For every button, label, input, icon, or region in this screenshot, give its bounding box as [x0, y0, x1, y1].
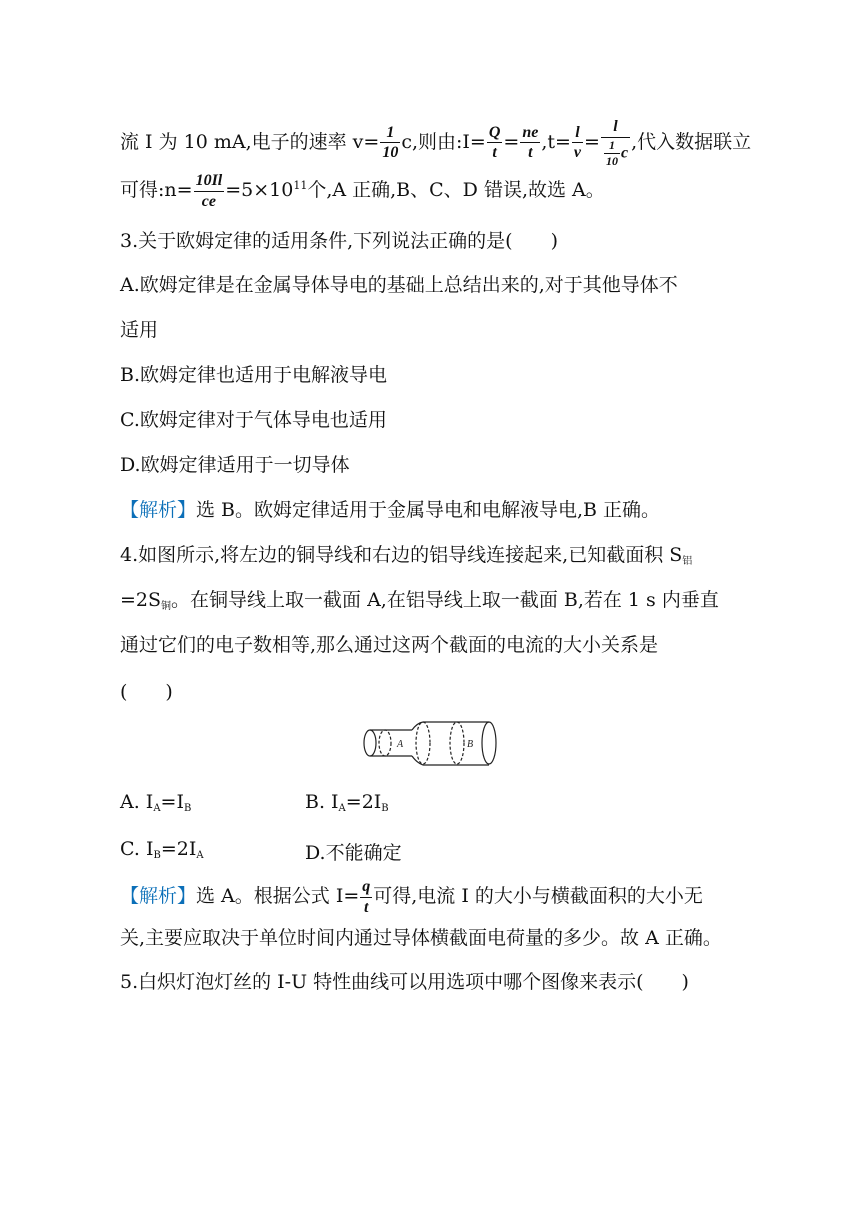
q3-option-a-line1: A.欧姆定律是在金属导体导电的基础上总结出来的,对于其他导体不	[120, 274, 678, 296]
text: C. I	[120, 838, 154, 860]
numerator: 10Il	[194, 172, 225, 192]
subscript: A	[338, 803, 346, 814]
text: =2I	[345, 791, 382, 813]
q4-stem-line3: 通过它们的电子数相等,那么通过这两个截面的电流的大小关系是	[120, 634, 659, 656]
q3-option-a-line2: 适用	[120, 319, 159, 341]
fraction-10Il-over-ce	[194, 172, 225, 210]
subscript: B	[153, 850, 161, 861]
q4-analysis-line2: 关,主要应取决于单位时间内通过导体横截面电荷量的多少。故 A 正确。	[120, 927, 722, 949]
text: 选 A。根据公式 I=	[196, 885, 360, 908]
numerator: l	[572, 124, 583, 144]
denominator: t	[528, 144, 533, 162]
q4-stem-line2	[120, 591, 719, 612]
fraction-l-over-v	[572, 124, 583, 162]
subscript: 铜	[161, 601, 172, 612]
variable-c: c	[620, 143, 629, 161]
q4-stem-line4: ( )	[120, 681, 173, 703]
numerator: q	[360, 878, 372, 898]
subscript: B	[183, 803, 192, 814]
section-b	[450, 722, 464, 764]
text: =5×10	[225, 179, 294, 202]
numerator: 1	[380, 124, 400, 144]
label-a: A	[397, 739, 404, 750]
exponent: 11	[293, 178, 308, 192]
analysis-tag: 【解析】	[120, 885, 197, 908]
q4-option-c	[120, 838, 204, 861]
fraction-q-over-t	[487, 124, 503, 162]
solution-line-2	[120, 172, 605, 210]
q3-option-d: D.欧姆定律适用于一切导体	[120, 454, 350, 476]
denominator: 10	[382, 144, 399, 162]
numerator: Q	[487, 124, 503, 144]
text: 流 I 为 10 mA,电子的速率 v=	[120, 130, 380, 153]
analysis-text: 选 B。欧姆定律适用于金属导电和电解液导电,B 正确。	[196, 499, 661, 521]
q4-stem-line1	[120, 546, 692, 567]
q4-option-a	[120, 791, 191, 814]
denominator: ce	[201, 192, 216, 210]
fraction-l-over-c10	[601, 118, 630, 168]
q4-option-d: D.不能确定	[305, 842, 402, 864]
section-a	[379, 730, 391, 756]
q3-option-c: C.欧姆定律对于气体导电也适用	[120, 409, 387, 431]
denominator: 10	[605, 153, 618, 168]
text: c,则由:I=	[401, 130, 486, 153]
text: =I	[160, 791, 184, 813]
text: B. I	[305, 791, 339, 813]
text: 。在铜导线上取一截面 A,在铝导线上取一截面 B,若在 1 s 内垂直	[171, 589, 719, 611]
nested-fraction	[604, 139, 620, 168]
text: ,代入数据联立	[631, 130, 752, 153]
numerator: 1	[604, 139, 620, 154]
text: 4.如图所示,将左边的铜导线和右边的铝导线连接起来,已知截面积 S	[120, 544, 683, 566]
denominator: v	[573, 144, 582, 162]
numerator: ne	[520, 124, 540, 144]
denominator	[601, 138, 630, 168]
q5-stem: 5.白炽灯泡灯丝的 I-U 特性曲线可以用选项中哪个图像来表示( )	[120, 971, 689, 993]
numerator: l	[601, 118, 630, 138]
text: A. I	[120, 791, 154, 813]
text: 可得,电流 I 的大小与横截面积的大小无	[373, 885, 703, 908]
label-b: B	[467, 739, 474, 750]
denominator: t	[492, 144, 497, 162]
fraction-q-over-t	[360, 878, 372, 916]
text: =2I	[160, 838, 197, 860]
equals: =	[584, 130, 600, 153]
q3-analysis	[120, 501, 660, 520]
subscript: B	[381, 803, 389, 814]
wire-diagram	[357, 719, 503, 769]
text: 个,A 正确,B、C、D 错误,故选 A。	[307, 179, 605, 202]
subscript: 铝	[682, 556, 693, 567]
analysis-tag: 【解析】	[120, 499, 197, 521]
fraction-ne-over-t	[520, 124, 540, 162]
text: =2S	[120, 589, 162, 611]
subscript: A	[153, 803, 161, 814]
equals: =	[503, 130, 520, 153]
fraction-v	[380, 124, 400, 162]
q4-option-b	[305, 791, 389, 814]
text: ,t=	[541, 130, 571, 153]
text: 可得:n=	[120, 179, 193, 202]
solution-line-1	[120, 118, 751, 168]
denominator: t	[364, 898, 369, 916]
q3-option-b: B.欧姆定律也适用于电解液导电	[120, 364, 388, 386]
q4-analysis-line1	[120, 878, 703, 916]
subscript: A	[196, 850, 204, 861]
q3-stem: 3.关于欧姆定律的适用条件,下列说法正确的是( )	[120, 230, 558, 252]
copper-end-ellipse	[364, 730, 376, 756]
